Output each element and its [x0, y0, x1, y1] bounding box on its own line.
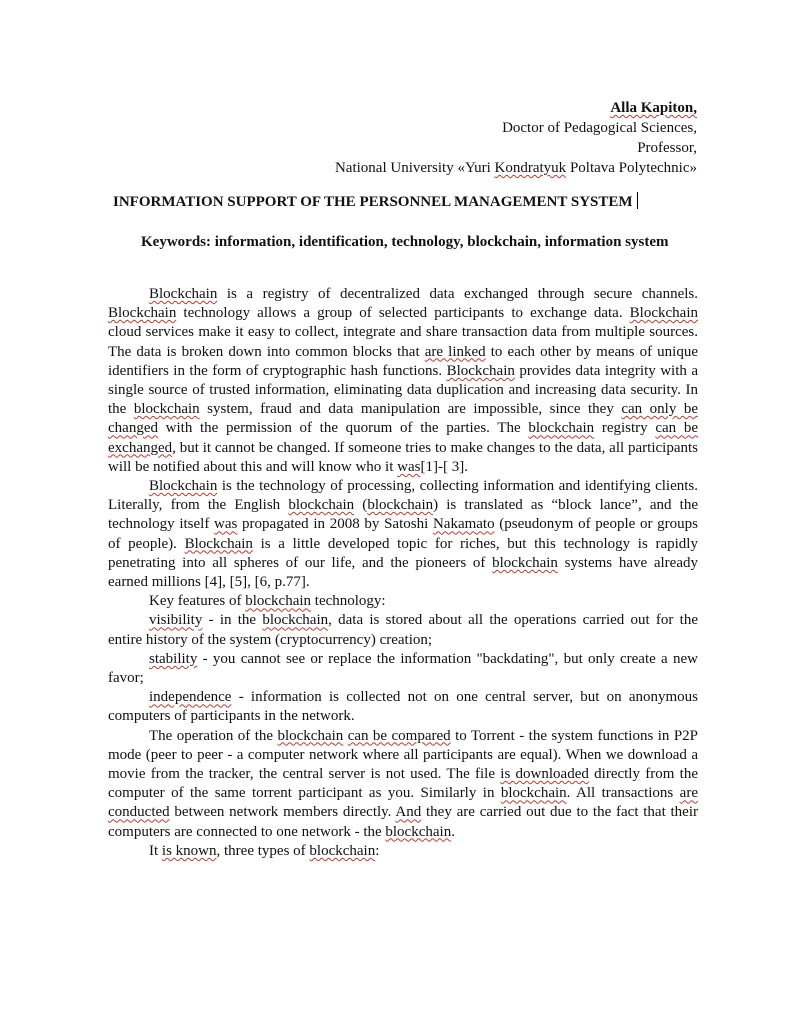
spellcheck-flag: Blockchain — [184, 535, 253, 552]
spellcheck-flag: can be compared — [347, 727, 451, 744]
spellcheck-flag: Blockchain — [446, 362, 515, 379]
spellcheck-flag: blockchain — [133, 401, 200, 418]
spellcheck-flag: Blockchain — [108, 305, 177, 322]
paragraph: It is known, three types of blockchain: — [149, 842, 380, 859]
spellcheck-flag: blockchain — [277, 727, 344, 744]
list-item: independence - information is collected not on one central server, but on anonymous computers of participants in the network. — [108, 689, 698, 725]
spellcheck-flag: blockchain — [492, 554, 558, 571]
spellcheck-flag: are conducted — [108, 785, 698, 821]
author-name: Alla Kapiton, — [610, 100, 697, 116]
paragraph: Blockchain is the technology of processing, collecting information and identifying clients. Literally, from the English blockchain (blockchain) is translated as “block lance”, and the technology itself was propagated in 2008 by Satoshi Nakamato (pseudonym of people or groups of people). Blockchain is a little developed topic for riches, but this technology is rapidly penetrating into all spheres of our life, and the pioneers of blockchain systems have already earned millions [4], [5], [6, p.77]. — [108, 478, 698, 591]
keywords: Keywords: information, identification, technology, blockchain, information system — [141, 234, 669, 250]
paragraph: The operation of the blockchain can be compared to Torrent - the system functions in P2P mode (peer to peer - a computer network where all participants are equal). When we download a movie from the tracker, the central server is not used. The file is downloaded directly from the computer of the same torrent participant as you. Similarly in blockchain. All transactions are conducted between network members directly. And they are carried out due to the fact that their computers are connected to one network - the blockchain. — [108, 727, 699, 840]
body-text[interactable] — [108, 285, 698, 861]
spellcheck-flag: blockchain — [262, 612, 329, 629]
spellcheck-flag: And — [395, 804, 422, 821]
author-block — [335, 98, 697, 178]
spellcheck-flag: can only be changed — [108, 401, 699, 437]
spellcheck-flag: stability — [149, 650, 198, 667]
author-affiliation: National University «Yuri Kondratyuk Poltava Polytechnic» — [334, 160, 697, 176]
paragraph: Key features of blockchain technology: — [149, 593, 386, 610]
list-item: visibility - in the blockchain, data is stored about all the operations carried out for the entire history of the system (cryptocurrency) creation; — [108, 612, 698, 648]
spellcheck-flag: was — [214, 516, 238, 533]
spellcheck-flag: Kondratyuk — [494, 160, 567, 176]
author-degree: Doctor of Pedagogical Sciences, — [502, 120, 697, 136]
spellcheck-flag: blockchain — [528, 420, 595, 437]
document-title — [113, 192, 703, 212]
spellcheck-flag: are linked — [424, 343, 486, 360]
spellcheck-flag: was — [397, 458, 421, 475]
spellcheck-flag: is downloaded — [500, 766, 589, 783]
spellcheck-flag: is known — [161, 842, 217, 859]
spellcheck-flag: can be exchanged — [108, 420, 698, 456]
author-position: Professor, — [637, 140, 697, 156]
text-cursor — [637, 192, 638, 209]
spellcheck-flag: blockchain — [385, 823, 452, 840]
spellcheck-flag: visibility — [149, 612, 203, 629]
spellcheck-flag: blockchain — [288, 497, 355, 514]
spellcheck-flag: blockchain — [309, 842, 376, 859]
spellcheck-flag: Blockchain — [149, 478, 218, 495]
spellcheck-flag: blockchain — [367, 497, 434, 514]
spellcheck-flag: blockchain — [500, 785, 567, 802]
spellcheck-flag: blockchain — [245, 593, 312, 610]
title-text: INFORMATION SUPPORT OF THE PERSONNEL MANAGEMENT SYSTEM — [113, 194, 633, 210]
spellcheck-flag: Blockchain — [149, 286, 218, 302]
spellcheck-flag: Nakamato — [432, 516, 495, 533]
paragraph: Blockchain is a registry of decentralized data exchanged through secure channels. Blockchain technology allows a group of selected participants to exchange data. Blockchain cloud services make it easy to collect, integrate and share transaction data from multiple sources. The data is broken down into common blocks that are linked to each other by means of unique identifiers in the form of cryptographic hash functions. Blockchain provides data integrity with a single source of trusted information, eliminating data duplication and increasing data security. In the blockchain system, fraud and data manipulation are impossible, since they can only be changed with the permission of the quorum of the parties. The blockchain registry can be exchanged, but it cannot be changed. If someone tries to make changes to the data, all participants will be notified about this and will know who it was[1]-[ 3]. — [108, 286, 699, 475]
spellcheck-flag: Blockchain — [629, 305, 698, 322]
spellcheck-flag: independence — [149, 689, 232, 706]
list-item: stability - you cannot see or replace the information "backdating", but only create a new favor; — [108, 650, 698, 687]
